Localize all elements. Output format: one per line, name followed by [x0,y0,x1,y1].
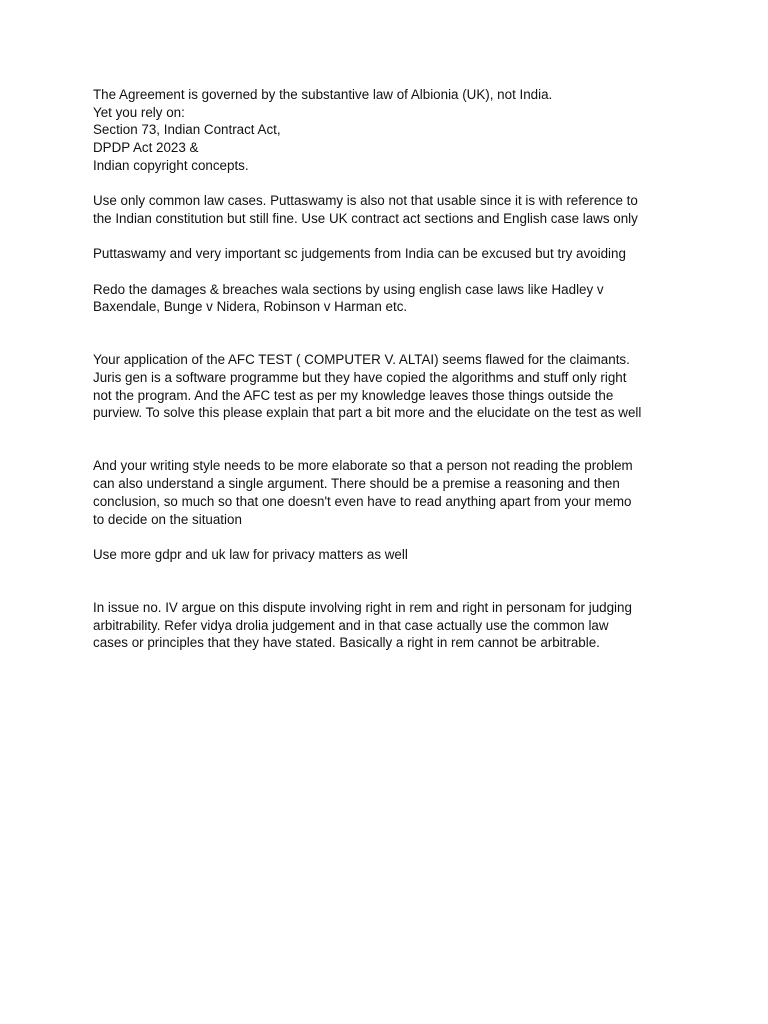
paragraph-spacer [93,422,683,457]
text-line: And your writing style needs to be more elaborate so that a person not reading the problem [93,458,633,474]
paragraph-common-law [93,192,683,227]
text-line: conclusion, so much so that one doesn't even have to read anything apart from your memo [93,493,632,509]
paragraph-spacer [93,174,683,192]
paragraph-spacer [93,316,683,351]
paragraph-writing-style [93,457,683,528]
paragraph-spacer [93,564,683,599]
paragraph-arbitrability [93,599,683,652]
text-line: In issue no. IV argue on this dispute involving right in rem and right in personam for judging [93,599,632,615]
text-line: cases or principles that they have stated. Basically a right in rem cannot be arbitrable. [93,635,600,651]
text-line: to decide on the situation [93,511,242,527]
paragraph-governing-law [93,86,683,174]
text-line: The Agreement is governed by the substantive law of Albionia (UK), not India. [93,87,553,102]
text-line: the Indian constitution but still fine. Use UK contract act sections and English case laws only [93,210,638,226]
text-line: Baxendale, Bunge v Nidera, Robinson v Harman etc. [93,299,408,315]
paragraph-spacer [93,228,683,246]
text-line: Section 73, Indian Contract Act, [93,122,281,138]
text-line: can also understand a single argument. There should be a premise a reasoning and then [93,476,620,492]
paragraph-damages [93,281,683,316]
text-line: not the program. And the AFC test as per my knowledge leaves those things outside the [93,387,614,403]
paragraph-afc-test [93,351,683,422]
text-line: DPDP Act 2023 & [93,140,199,156]
text-line: Juris gen is a software programme but they have copied the algorithms and stuff only right [93,370,627,386]
text-line: Indian copyright concepts. [93,157,249,173]
paragraph-spacer [93,528,683,546]
text-line: Yet you rely on: [93,104,185,120]
text-line: Use only common law cases. Puttaswamy is also not that usable since it is with reference to [93,193,638,209]
text-line: Your application of the AFC TEST ( COMPUTER V. ALTAI) seems flawed for the claimants. [93,352,630,368]
text-line: arbitrability. Refer vidya drolia judgement and in that case actually use the common law [93,617,609,633]
paragraph-gdpr [93,546,683,564]
text-line: Redo the damages & breaches wala sections by using english case laws like Hadley v [93,281,604,297]
paragraph-puttaswamy [93,245,683,263]
document-body [93,86,683,652]
paragraph-spacer [93,263,683,281]
text-line: purview. To solve this please explain that part a bit more and the elucidate on the test as well [93,405,642,421]
text-line: Use more gdpr and uk law for privacy matters as well [93,546,408,562]
text-line: Puttaswamy and very important sc judgements from India can be excused but try avoiding [93,246,626,262]
